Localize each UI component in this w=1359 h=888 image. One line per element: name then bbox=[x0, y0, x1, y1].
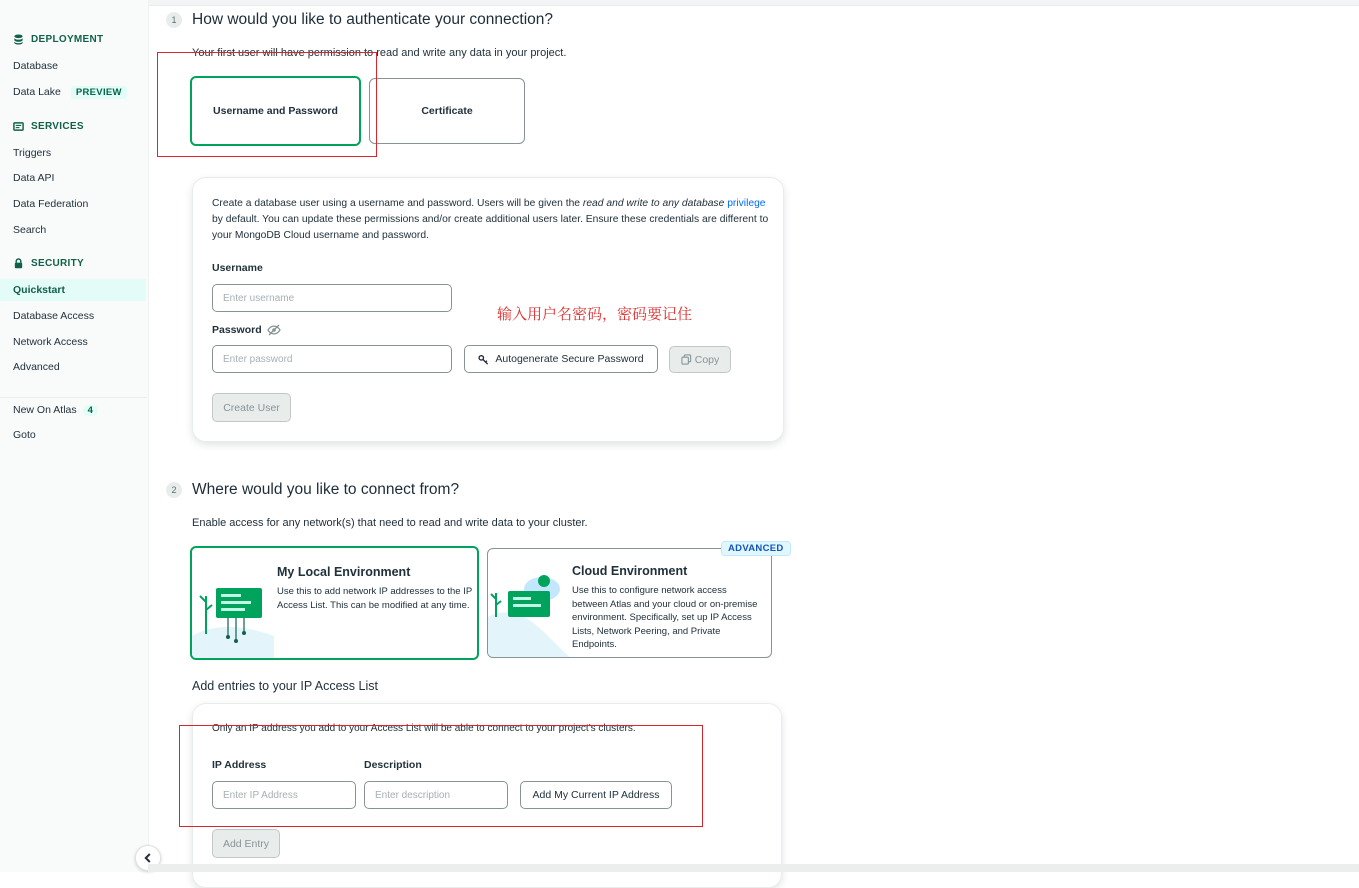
username-input[interactable] bbox=[212, 284, 452, 312]
description-text: by default. You can update these permissions and/or create additional users later. Ensure these credentials are different to your MongoDB Cloud username and password. bbox=[212, 214, 769, 241]
step2-subtitle: Enable access for any network(s) that need to read and write data to your cluster. bbox=[192, 517, 588, 529]
sidebar-item-label: Triggers bbox=[13, 147, 52, 159]
sidebar-item-label: Data Lake bbox=[13, 86, 61, 98]
description-emphasis: read and write to any database bbox=[582, 198, 725, 209]
local-environment-illustration-icon bbox=[192, 556, 274, 660]
sidebar-item-label: Database bbox=[13, 60, 58, 72]
sidebar-item-database[interactable] bbox=[13, 60, 58, 72]
sidebar-item-search[interactable] bbox=[13, 224, 46, 236]
button-label: Add Entry bbox=[222, 837, 270, 850]
annotation-note: 输入用户名密码，密码要记住 bbox=[497, 306, 693, 323]
sidebar-item-quickstart[interactable] bbox=[0, 279, 146, 301]
sidebar-section-services bbox=[13, 121, 84, 132]
description-label: Description bbox=[364, 759, 422, 771]
sidebar-item-database-access[interactable] bbox=[13, 310, 94, 322]
sidebar bbox=[0, 0, 149, 872]
ip-address-input[interactable] bbox=[212, 781, 356, 809]
sidebar-item-label: Quickstart bbox=[13, 284, 65, 296]
add-current-ip-button[interactable] bbox=[520, 781, 672, 809]
ip-access-note: Only an IP address you add to your Access List will be able to connect to your project's clusters. bbox=[212, 723, 636, 734]
sidebar-section-deployment bbox=[13, 34, 103, 45]
chevron-left-icon bbox=[142, 852, 154, 864]
top-header-strip bbox=[148, 0, 1359, 6]
sidebar-item-label: Advanced bbox=[13, 361, 60, 373]
environment-option-local[interactable] bbox=[190, 546, 479, 660]
auth-option-label: Username and Password bbox=[213, 105, 338, 117]
copy-password-button[interactable] bbox=[669, 346, 731, 373]
ip-access-list-title: Add entries to your IP Access List bbox=[192, 679, 378, 693]
environment-title: My Local Environment bbox=[277, 565, 411, 579]
sidebar-item-triggers[interactable] bbox=[13, 147, 51, 159]
copy-icon bbox=[681, 354, 692, 365]
sidebar-item-data-api[interactable] bbox=[13, 172, 54, 184]
sidebar-item-data-federation[interactable] bbox=[13, 198, 88, 210]
horizontal-scrollbar[interactable] bbox=[148, 864, 1359, 872]
environment-description: Use this to add network IP addresses to the IP Access List. This can be modified at any time. bbox=[277, 586, 473, 611]
sidebar-item-label: Search bbox=[13, 224, 47, 236]
sidebar-divider bbox=[0, 397, 147, 398]
button-label: Copy bbox=[694, 353, 720, 366]
button-label: Create User bbox=[223, 401, 280, 414]
auth-option-label: Certificate bbox=[421, 105, 473, 117]
sidebar-section-security bbox=[13, 258, 84, 269]
create-user-description bbox=[212, 196, 772, 244]
add-entry-button[interactable] bbox=[212, 829, 280, 858]
sidebar-item-label: Database Access bbox=[13, 310, 95, 322]
cloud-environment-illustration-icon bbox=[488, 567, 572, 658]
preview-badge: PREVIEW bbox=[71, 86, 127, 99]
step1-title: How would you like to authenticate your connection? bbox=[192, 11, 554, 28]
services-icon bbox=[13, 121, 24, 132]
sidebar-section-label: SERVICES bbox=[31, 121, 84, 132]
environment-title: Cloud Environment bbox=[572, 564, 688, 578]
password-input[interactable] bbox=[212, 345, 452, 373]
sidebar-item-label: New On Atlas bbox=[13, 404, 77, 416]
environment-option-cloud[interactable] bbox=[487, 548, 772, 658]
sidebar-item-label: Data API bbox=[13, 172, 55, 184]
database-icon bbox=[13, 34, 24, 45]
sidebar-item-label: Network Access bbox=[13, 336, 88, 348]
sidebar-section-label: DEPLOYMENT bbox=[31, 34, 104, 45]
auth-option-certificate[interactable] bbox=[369, 78, 525, 144]
step2-title: Where would you like to connect from? bbox=[192, 481, 460, 498]
sidebar-item-data-lake[interactable] bbox=[13, 86, 127, 99]
password-label: Password bbox=[212, 324, 262, 336]
autogenerate-password-button[interactable] bbox=[464, 345, 658, 373]
button-label: Autogenerate Secure Password bbox=[495, 353, 644, 365]
privilege-link[interactable]: privilege bbox=[727, 198, 766, 209]
step1-subtitle: Your first user will have permission to read and write any data in your project. bbox=[192, 47, 567, 59]
sidebar-item-label: Goto bbox=[13, 429, 36, 441]
ip-address-label: IP Address bbox=[212, 759, 267, 771]
sidebar-item-new-on-atlas[interactable] bbox=[13, 404, 98, 416]
count-badge: 4 bbox=[83, 405, 98, 416]
sidebar-item-network-access[interactable] bbox=[13, 336, 88, 348]
step-number-2: 2 bbox=[166, 482, 182, 498]
sidebar-item-label: Data Federation bbox=[13, 198, 89, 210]
sidebar-item-advanced[interactable] bbox=[13, 361, 60, 373]
button-label: Add My Current IP Address bbox=[532, 789, 660, 801]
sidebar-item-goto[interactable] bbox=[13, 429, 36, 441]
key-icon bbox=[478, 354, 489, 365]
environment-description: Use this to configure network access between Atlas and your cloud or on-premise environment. Specifically, set up IP Access Lists, Network Peering, and Private Endpoints. bbox=[572, 585, 758, 651]
step-number-1: 1 bbox=[166, 12, 182, 28]
description-input[interactable] bbox=[364, 781, 508, 809]
create-user-button[interactable] bbox=[212, 393, 291, 422]
username-label: Username bbox=[212, 262, 263, 274]
advanced-badge: ADVANCED bbox=[721, 541, 791, 556]
description-text: Create a database user using a username and password. Users will be given the bbox=[212, 198, 583, 209]
lock-icon bbox=[13, 258, 24, 269]
sidebar-section-label: SECURITY bbox=[31, 258, 84, 269]
auth-option-username-password[interactable] bbox=[190, 76, 361, 146]
eye-slash-icon[interactable] bbox=[267, 324, 281, 336]
